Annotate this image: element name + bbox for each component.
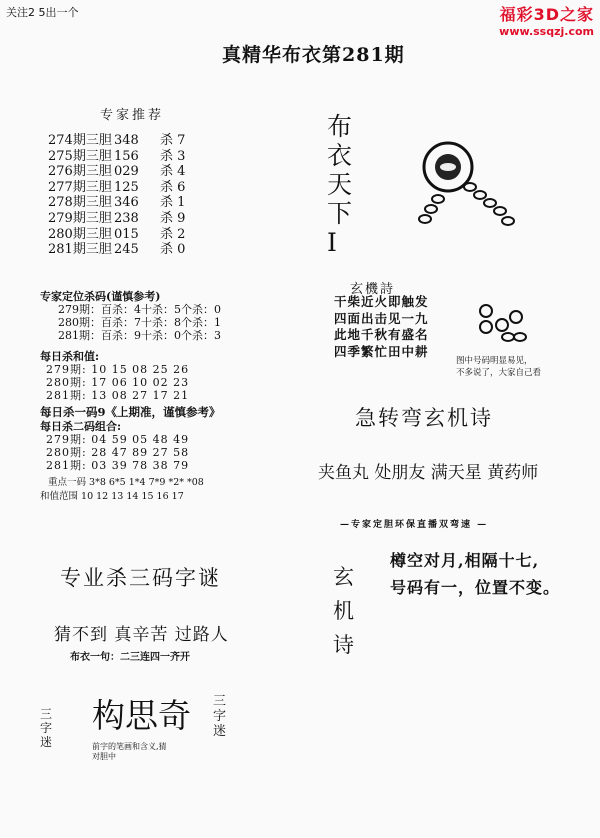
recommend-row: 281期三胆 245 杀 0 xyxy=(48,242,186,258)
recommend-row: 277期三胆 125 杀 6 xyxy=(48,179,186,195)
dingwei-heading: 专家定位杀码(谨慎参考) xyxy=(40,290,161,303)
recommend-row: 278期三胆 346 杀 1 xyxy=(48,195,186,211)
xuanji-shi-line2: 号码有一，位置不变。 xyxy=(390,578,561,597)
dingwei-row: 281期：百杀：9十杀：0个杀：3 xyxy=(58,329,221,342)
hint-line: 夹鱼丸 处朋友 满天星 黄药师 xyxy=(318,463,539,483)
xuanji-poem xyxy=(334,294,429,360)
riddle-right-label: 三字迷 xyxy=(213,694,227,739)
hezhi-row: 279期: 10 15 08 25 26 xyxy=(46,363,190,376)
recommend-row: 275期三胆 156 杀 3 xyxy=(48,148,186,164)
recommend-row: 276期三胆 029 杀 4 xyxy=(48,164,186,180)
jizhuan-title: 急转弯玄机诗 xyxy=(355,406,493,430)
coin-center xyxy=(440,163,456,171)
erzu-row: 279期: 04 59 05 48 49 xyxy=(46,433,190,446)
note-line: 图中号码明显易见， xyxy=(456,356,533,366)
poem-line: 四季繁忙田中耕 xyxy=(334,343,429,359)
xuanji-shi-label: 玄机诗 xyxy=(333,565,354,657)
riddle-line: 猜不到 真辛苦 过路人 xyxy=(54,625,229,645)
dingwei-row: 280期：百杀：7十杀：8个杀：1 xyxy=(58,316,221,329)
recommend-row: 274期三胆 348 杀 7 xyxy=(48,133,186,148)
recommend-row: 280期三胆 015 杀 2 xyxy=(48,226,186,242)
poem-line: 此地千秋有盛名 xyxy=(334,327,429,342)
coin-chain-graphic xyxy=(408,135,518,235)
xuanji-heading: 玄機詩 xyxy=(350,282,396,297)
erzu-section xyxy=(40,420,189,472)
erzu-row: 280期: 28 47 89 27 58 xyxy=(46,446,190,459)
site-logo xyxy=(499,2,594,38)
page-title: 真精华布衣第281期 xyxy=(222,44,405,66)
riddle-foot-line: 对胆中 xyxy=(92,752,116,761)
recommend-heading: 专家推荐 xyxy=(100,108,165,123)
shayi-line: 每日杀一码9《上期准，谨慎参考》 xyxy=(40,405,221,419)
hezhi-row: 280期: 17 06 10 02 23 xyxy=(46,376,190,389)
poem-line: 干柴近火即触发 xyxy=(334,294,429,309)
riddle-answer: 构思奇 xyxy=(92,696,191,735)
riddle-title: 专业杀三码字谜 xyxy=(60,566,221,590)
erzu-row: 281期: 03 39 78 38 79 xyxy=(46,459,190,472)
dingwei-row: 279期：百杀：4十杀：5个杀：0 xyxy=(58,303,221,316)
hezhi-range-line: 和值范围 10 12 13 14 15 16 17 xyxy=(40,491,184,502)
riddle-left-label: 三字迷 xyxy=(40,707,53,749)
recommend-row: 279期三胆 238 杀 9 xyxy=(48,210,186,226)
recommend-list xyxy=(48,133,185,258)
erzu-heading: 每日杀二码组合: xyxy=(40,420,122,433)
expert-line: —专家定胆环保直播双弯速 — xyxy=(340,520,489,530)
zhongdian-line: 重点一码 3*8 6*5 1*4 7*9 *2* *08 xyxy=(48,477,204,488)
note-line: 不多说了，大家自己看 xyxy=(456,368,542,378)
top-note: 关注2 5出一个 xyxy=(6,6,79,19)
site-name: 福彩3D之家 xyxy=(499,5,594,24)
chain-graphic xyxy=(472,295,530,347)
xuanji-note xyxy=(456,355,541,379)
riddle-foot-line: 前字的笔画和含义,猜 xyxy=(92,742,167,751)
poem-line: 四面出击见一九 xyxy=(334,310,429,326)
xuanji-shi-line1: 樽空对月,相隔十七, xyxy=(390,551,540,570)
dingwei-section xyxy=(40,290,221,342)
site-url: www.ssqzj.com xyxy=(499,25,594,38)
chain-links xyxy=(419,183,514,225)
hezhi-row: 281期: 13 08 27 17 21 xyxy=(46,389,190,402)
buyi-title: 布衣天下Ⅰ xyxy=(327,112,353,257)
riddle-sub: 布衣一句：二三连四一齐开 xyxy=(70,652,190,663)
hezhi-section xyxy=(40,350,189,402)
hezhi-heading: 每日杀和值: xyxy=(40,350,100,363)
riddle-foot xyxy=(92,742,167,762)
